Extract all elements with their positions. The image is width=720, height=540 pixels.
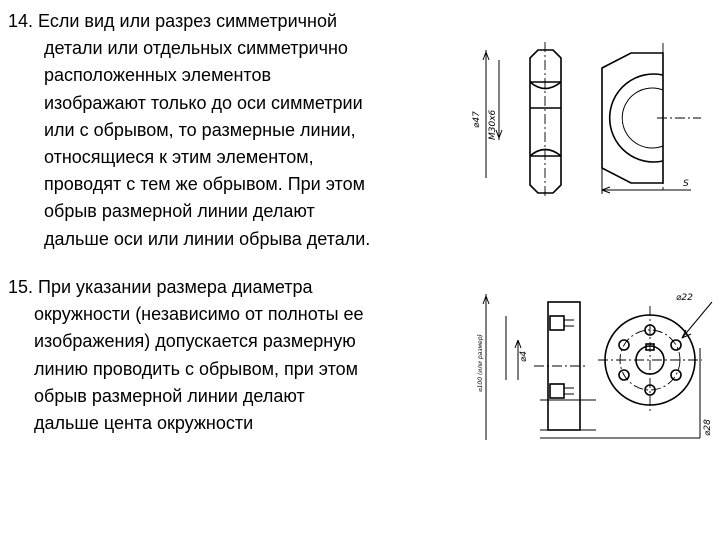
item-14-line-6: относящиеся к этим элементом, (44, 147, 314, 168)
item-14-line-4: изображают только до оси симметрии (44, 92, 363, 113)
item-14-line-2: детали или отдельных симметрично (44, 38, 348, 59)
item-14-line-7: проводят с тем же обрывом. При этом (44, 174, 365, 195)
item-15-number: 15. (8, 277, 34, 297)
item-15-line-3: изображения) допускается размерную (34, 331, 356, 352)
flange-side-section (534, 302, 596, 430)
paragraph-item-15 (8, 274, 364, 437)
nut-front-half-view (602, 43, 701, 194)
nut-side-view (530, 42, 561, 198)
flange-dim-diameter-label: ⌀22 (676, 293, 693, 303)
item-14-line-8: обрыв размерной линии делают (44, 201, 315, 222)
flange-drawing-figure (478, 288, 714, 448)
item-14-line-9: дальше оси или линии обрыва детали. (44, 228, 371, 249)
item-15-line-4: линию проводить с обрывом, при этом (34, 358, 359, 379)
nut-drawing-figure (455, 40, 705, 200)
item-14-line-3: расположенных элементов (44, 65, 272, 86)
nut-dim-inner-label: M30x6 (488, 109, 498, 140)
flange-front-view (540, 293, 713, 438)
paragraph-item-14 (8, 8, 370, 253)
flange-dim-left-long-label: ⌀100 (или размер) (477, 334, 484, 392)
item-14-line-1: 14. Если вид или разрез симметричной (8, 11, 338, 31)
nut-dim-s-label: S (683, 179, 689, 189)
item-14-number: 14. (8, 11, 34, 31)
item-15-line-2: окружности (независимо от полноты ее (34, 304, 364, 325)
flange-dimension-left (477, 294, 529, 440)
item-15-line-6: дальше цента окружности (34, 413, 254, 434)
nut-dim-outer-label: ⌀47 (472, 111, 482, 128)
flange-dim-left-short-label: ⌀4 (519, 350, 529, 362)
nut-dimension-left (472, 50, 502, 178)
flange-dim-right-label: ⌀28 (703, 419, 713, 436)
item-15-line-5: обрыв размерной линии делают (34, 385, 305, 406)
item-14-line-5: или с обрывом, то размерные линии, (44, 119, 356, 140)
item-15-line-1: 15. При указании размера диаметра (8, 277, 313, 297)
